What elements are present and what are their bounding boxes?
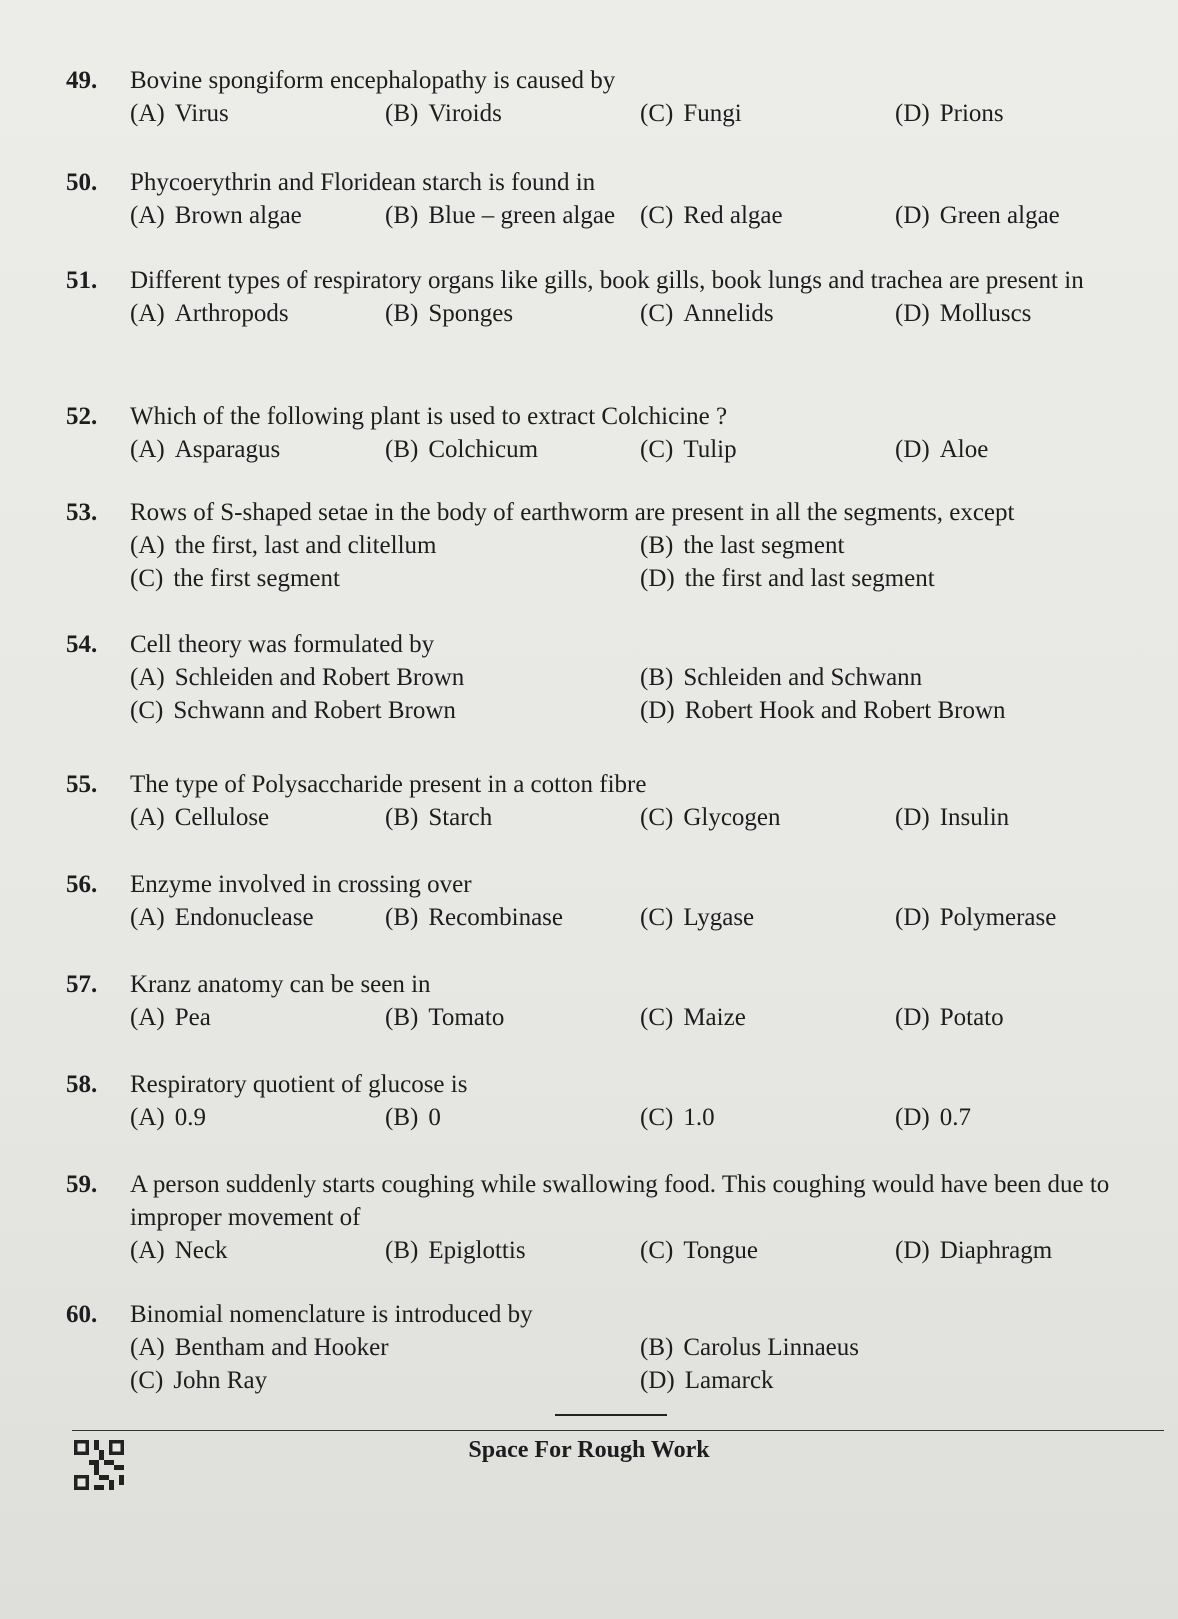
question-number: 60. [66, 1301, 98, 1328]
question-number: 55. [66, 771, 98, 798]
question-59 [66, 1168, 1156, 1267]
question-text: Respiratory quotient of glucose is [130, 1071, 468, 1098]
options [130, 661, 1156, 727]
option-d: (D) Molluscs [895, 300, 1032, 327]
option-b: (B) Recombinase [385, 904, 564, 931]
options [130, 1001, 1156, 1034]
option-b: (B) Blue – green algae [385, 202, 616, 229]
option-d: (D) Green algae [895, 202, 1060, 229]
question-number: 56. [66, 871, 98, 898]
option-c: (C) Tulip [640, 436, 737, 463]
question-number: 53. [66, 499, 98, 526]
option-a: (A) Virus [130, 100, 229, 127]
question-text: Kranz anatomy can be seen in [130, 971, 431, 998]
question-50 [66, 166, 1156, 232]
option-d: (D) Prions [895, 100, 1004, 127]
question-text: Different types of respiratory organs like gills, book gills, book lungs and trachea are present in [130, 267, 1084, 294]
option-d: (D) Polymerase [895, 904, 1057, 931]
question-number: 54. [66, 631, 98, 658]
options [130, 433, 1156, 466]
end-rule [555, 1414, 667, 1416]
option-a: (A) Arthropods [130, 300, 289, 327]
option-a: (A) Bentham and Hooker [130, 1334, 389, 1361]
question-number: 49. [66, 67, 98, 94]
question-58 [66, 1068, 1156, 1134]
option-c: (C) Red algae [640, 202, 783, 229]
question-57 [66, 968, 1156, 1034]
option-d: (D) 0.7 [895, 1104, 971, 1131]
option-c: (C) Glycogen [640, 804, 781, 831]
options [130, 1234, 1156, 1267]
option-d: (D) the first and last segment [640, 565, 935, 592]
option-c: (C) 1.0 [640, 1104, 715, 1131]
option-b: (B) 0 [385, 1104, 441, 1131]
question-51 [66, 264, 1156, 330]
option-b: (B) Tomato [385, 1004, 505, 1031]
option-a: (A) Endonuclease [130, 904, 314, 931]
option-c: (C) Lygase [640, 904, 755, 931]
option-b: (B) Starch [385, 804, 493, 831]
question-number: 51. [66, 267, 98, 294]
question-number: 57. [66, 971, 98, 998]
options [130, 529, 1156, 595]
question-text: Bovine spongiform encephalopathy is caused by [130, 67, 616, 94]
option-d: (D) Insulin [895, 804, 1010, 831]
options [130, 297, 1156, 330]
option-c: (C) Schwann and Robert Brown [130, 697, 456, 724]
options [130, 199, 1156, 232]
question-text: Cell theory was formulated by [130, 631, 435, 658]
options [130, 1331, 1156, 1397]
question-number: 58. [66, 1071, 98, 1098]
question-number: 59. [66, 1171, 98, 1198]
option-d: (D) Aloe [895, 436, 989, 463]
option-b: (B) Schleiden and Schwann [640, 664, 923, 691]
option-c: (C) Fungi [640, 100, 742, 127]
question-text: The type of Polysaccharide present in a cotton fibre [130, 771, 647, 798]
option-b: (B) Epiglottis [385, 1237, 526, 1264]
option-b: (B) Colchicum [385, 436, 539, 463]
option-b: (B) the last segment [640, 532, 845, 559]
option-d: (D) Diaphragm [895, 1237, 1053, 1264]
option-a: (A) the first, last and clitellum [130, 532, 437, 559]
question-number: 50. [66, 169, 98, 196]
question-55 [66, 768, 1156, 834]
question-text: Rows of S-shaped setae in the body of earthworm are present in all the segments, except [130, 499, 1015, 526]
question-52 [66, 400, 1156, 466]
option-c: (C) Maize [640, 1004, 746, 1031]
question-text: Enzyme involved in crossing over [130, 871, 472, 898]
options [130, 97, 1156, 130]
option-b: (B) Sponges [385, 300, 514, 327]
rough-work-heading: Space For Rough Work [468, 1437, 710, 1463]
question-49 [66, 64, 1156, 130]
option-d: (D) Robert Hook and Robert Brown [640, 697, 1006, 724]
option-a: (A) Pea [130, 1004, 211, 1031]
question-number: 52. [66, 403, 98, 430]
question-text: Binomial nomenclature is introduced by [130, 1301, 533, 1328]
option-c: (C) Annelids [640, 300, 774, 327]
option-a: (A) 0.9 [130, 1104, 206, 1131]
option-a: (A) Schleiden and Robert Brown [130, 664, 465, 691]
option-b: (B) Carolus Linnaeus [640, 1334, 859, 1361]
option-a: (A) Cellulose [130, 804, 270, 831]
option-c: (C) the first segment [130, 565, 340, 592]
question-text: Which of the following plant is used to extract Colchicine ? [130, 403, 728, 430]
option-b: (B) Viroids [385, 100, 502, 127]
question-56 [66, 868, 1156, 934]
question-54 [66, 628, 1156, 727]
options [130, 1101, 1156, 1134]
options [130, 801, 1156, 834]
option-a: (A) Asparagus [130, 436, 281, 463]
options [130, 901, 1156, 934]
option-a: (A) Neck [130, 1237, 228, 1264]
option-d: (D) Potato [895, 1004, 1004, 1031]
question-text: A person suddenly starts coughing while swallowing food. This coughing would have been due to improper movement of [130, 1171, 1110, 1231]
option-c: (C) Tongue [640, 1237, 758, 1264]
question-60 [66, 1298, 1156, 1397]
question-text: Phycoerythrin and Floridean starch is found in [130, 169, 596, 196]
option-d: (D) Lamarck [640, 1367, 774, 1394]
option-a: (A) Brown algae [130, 202, 302, 229]
question-53 [66, 496, 1156, 595]
option-c: (C) John Ray [130, 1367, 268, 1394]
footer-divider [72, 1430, 1164, 1431]
